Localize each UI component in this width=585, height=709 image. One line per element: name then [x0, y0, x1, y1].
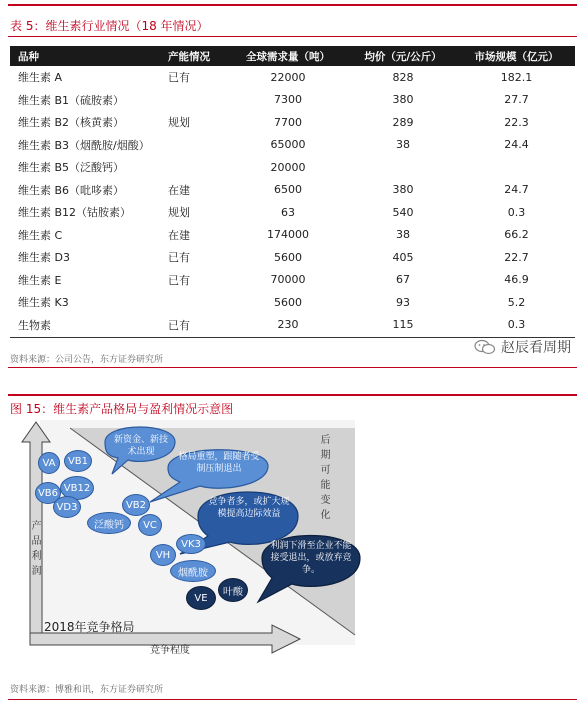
header-variety: 品种 [18, 50, 39, 63]
cell-demand: 5600 [274, 295, 302, 309]
cell-demand: 6500 [274, 183, 302, 197]
table-row [10, 156, 575, 179]
cell-demand: 7300 [274, 93, 302, 107]
year-label: 2018年竞争格局 [44, 620, 135, 634]
cell-price: 67 [396, 273, 410, 287]
header-price: 均价（元/公斤） [364, 50, 442, 63]
cell-price: 380 [392, 93, 414, 107]
cell-capacity: 已有 [168, 318, 190, 332]
cell-demand: 22000 [270, 70, 306, 84]
node-vh: VH [150, 544, 176, 566]
cell-capacity: 规划 [168, 116, 190, 130]
node-vb6: VB6 [35, 482, 61, 504]
cell-capacity: 已有 [168, 273, 190, 287]
node-va: VA [38, 452, 60, 474]
cell-price: 380 [392, 183, 414, 197]
cell-market-size: 182.1 [500, 70, 533, 84]
node-vc: VC [138, 514, 162, 536]
node-yansuan: 烟酰胺 [170, 560, 216, 582]
cell-market-size [458, 156, 575, 179]
x-axis-label: 竞争程度 [150, 645, 190, 656]
cell-demand: 20000 [270, 160, 306, 174]
cell-capacity: 在建 [168, 228, 190, 242]
table-header-row [10, 46, 575, 66]
y-axis-label: 产品利润 [29, 520, 40, 580]
cell-variety: 维生素 K3 [18, 296, 69, 310]
table-row [10, 291, 575, 314]
cell-demand: 63 [281, 205, 295, 219]
table-row [10, 89, 575, 112]
bubble-exit-text: 利润下滑至企业不能接受退出，或放弃竞争。 [270, 541, 352, 575]
figure-source: 资料来源：博雅和讯，东方证券研究所 [10, 685, 164, 695]
header-demand: 全球需求量（吨） [246, 50, 330, 63]
cell-market-size: 27.7 [504, 93, 529, 107]
header-capacity: 产能情况 [168, 50, 210, 63]
cell-capacity [168, 89, 228, 112]
cell-variety: 维生素 B5（泛酸钙） [18, 161, 125, 175]
cell-variety: 维生素 B6（吡哆素） [18, 183, 125, 197]
cell-demand: 65000 [270, 138, 306, 152]
cell-price: 289 [392, 115, 414, 129]
cell-demand: 70000 [270, 273, 306, 287]
caption-rule [8, 36, 577, 37]
cell-variety: 维生素 D3 [18, 251, 70, 265]
cell-demand: 5600 [274, 250, 302, 264]
node-vb1: VB1 [64, 450, 92, 472]
node-vk3: VK3 [176, 534, 206, 554]
cell-price: 828 [392, 70, 414, 84]
header-market-size: 市场规模（亿元） [474, 50, 559, 63]
node-vb12: VB12 [60, 476, 94, 500]
bubble-new-entrants-text: 新资金、新技术出现 [113, 435, 168, 457]
node-vb2: VB2 [122, 494, 150, 516]
node-ve: VE [186, 586, 216, 610]
section-divider [8, 367, 577, 368]
cell-capacity: 已有 [168, 251, 190, 265]
cell-variety: 维生素 C [18, 228, 63, 242]
wechat-icon [474, 339, 496, 355]
cell-market-size: 0.3 [507, 205, 526, 219]
cell-variety: 维生素 B2（核黄素） [18, 116, 125, 130]
cell-variety: 维生素 A [18, 71, 63, 85]
cell-price: 38 [396, 138, 410, 152]
cell-variety: 生物素 [18, 318, 51, 332]
cell-capacity: 已有 [168, 71, 190, 85]
cell-market-size: 24.7 [504, 183, 529, 197]
cell-price: 405 [392, 250, 414, 264]
table-row [10, 224, 575, 247]
cell-market-size: 0.3 [507, 318, 526, 332]
cell-market-size: 22.7 [504, 250, 529, 264]
competition-diagram [10, 420, 570, 670]
later-change-label: 后期可能变化 [318, 434, 329, 524]
cell-capacity [168, 134, 228, 157]
cell-market-size: 5.2 [507, 295, 526, 309]
table-row [10, 111, 575, 134]
cell-market-size: 24.4 [504, 138, 529, 152]
table-row [10, 314, 575, 337]
node-yesuan: 叶酸 [218, 578, 248, 602]
vitamin-industry-table [10, 46, 575, 336]
cell-price: 38 [396, 228, 410, 242]
cell-capacity: 在建 [168, 183, 190, 197]
cell-variety: 维生素 B1（硫胺素） [18, 93, 125, 107]
node-fansuangai: 泛酸钙 [87, 512, 131, 534]
cell-price: 540 [392, 205, 414, 219]
cell-capacity: 规划 [168, 206, 190, 220]
watermark-text: 赵辰看周期 [501, 340, 571, 356]
table-row [10, 134, 575, 157]
table-row [10, 201, 575, 224]
cell-market-size: 22.3 [504, 115, 529, 129]
table-caption: 表 5：维生素行业情况（18 年情况） [10, 19, 209, 33]
table-row [10, 179, 575, 202]
wechat-watermark [474, 337, 571, 357]
table-row [10, 66, 575, 89]
cell-demand: 230 [277, 318, 299, 332]
cell-capacity [168, 291, 228, 314]
bubble-restructure-text: 格局重塑，跟随者受制压制退出 [178, 452, 260, 474]
top-rule [8, 4, 577, 6]
cell-demand: 174000 [267, 228, 309, 242]
node-vd3: VD3 [53, 496, 81, 518]
cell-market-size: 46.9 [504, 273, 529, 287]
cell-variety: 维生素 E [18, 273, 62, 287]
cell-price: 115 [392, 318, 414, 332]
cell-demand: 7700 [274, 115, 302, 129]
cell-market-size: 66.2 [504, 228, 529, 242]
figure-caption: 图 15：维生素产品格局与盈利情况示意图 [10, 402, 234, 416]
table-source: 资料来源：公司公告，东方证券研究所 [10, 355, 164, 365]
bubble-expand-text: 竞争者多，或扩大规模提高边际效益 [208, 497, 290, 519]
bottom-rule [8, 699, 577, 700]
cell-variety: 维生素 B3（烟酰胺/烟酸） [18, 138, 150, 152]
cell-price: 93 [396, 295, 410, 309]
table-row [10, 269, 575, 292]
figure-top-rule [8, 394, 577, 396]
cell-capacity [168, 156, 228, 179]
cell-variety: 维生素 B12（钴胺素） [18, 206, 132, 220]
table-row [10, 246, 575, 269]
cell-price [348, 156, 458, 179]
